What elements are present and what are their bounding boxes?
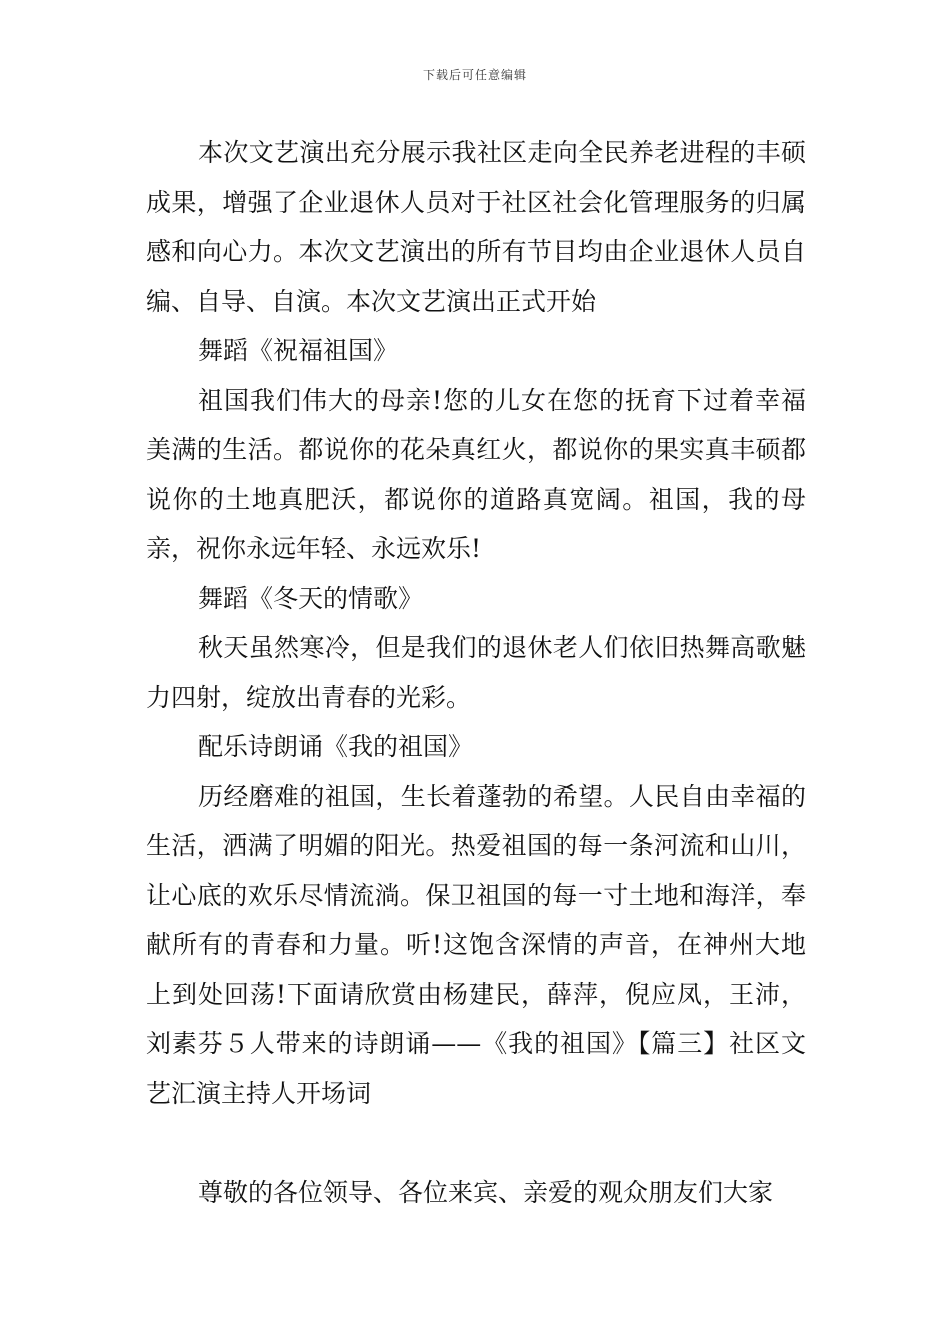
page-header-note: 下载后可任意编辑 [422,68,527,82]
program-title-poem: 配乐诗朗诵《我的祖国》 [198,732,474,761]
paragraph-dance-blessing: 祖国我们伟大的母亲!您的儿女在您的抚育下过着幸福美满的生活。都说你的花朵真红火，都说你的果实真丰硕都说你的土地真肥沃，都说你的道路真宽阔。祖国，我的母亲，祝你永远年轻、永远欢乐! [146,385,806,563]
paragraph-greeting: 尊敬的各位领导、各位来宾、亲爱的观众朋友们大家 [198,1177,774,1207]
document-body [146,128,806,1217]
program-title-dance-winter: 舞蹈《冬天的情歌》 [198,583,424,613]
paragraph-poem: 历经磨难的祖国，生长着蓬勃的希望。人民自由幸福的生活，洒满了明媚的阳光。热爱祖国的每一条河流和山川，让心底的欢乐尽情流淌。保卫祖国的每一寸土地和海洋，奉献所有的青春和力量。听!这饱含深情的声音，在神州大地上到处回荡!下面请欣赏由杨建民，薛萍，倪应凤，王沛，刘素芬５人带来的诗朗诵——《我的祖国》【篇三】社区文艺汇演主持人开场词 [146,781,806,1108]
paragraph-dance-winter: 秋天虽然寒冷，但是我们的退休老人们依旧热舞高歌魅力四射，绽放出青春的光彩。 [146,633,806,712]
paragraph-intro: 本次文艺演出充分展示我社区走向全民养老进程的丰硕成果，增强了企业退休人员对于社区社会化管理服务的归属感和向心力。本次文艺演出的所有节目均由企业退休人员自编、自导、自演。本次文艺演出正式开始 [146,138,806,316]
paragraph-spacer [146,1118,806,1168]
program-title-dance-blessing: 舞蹈《祝福祖国》 [198,336,399,365]
